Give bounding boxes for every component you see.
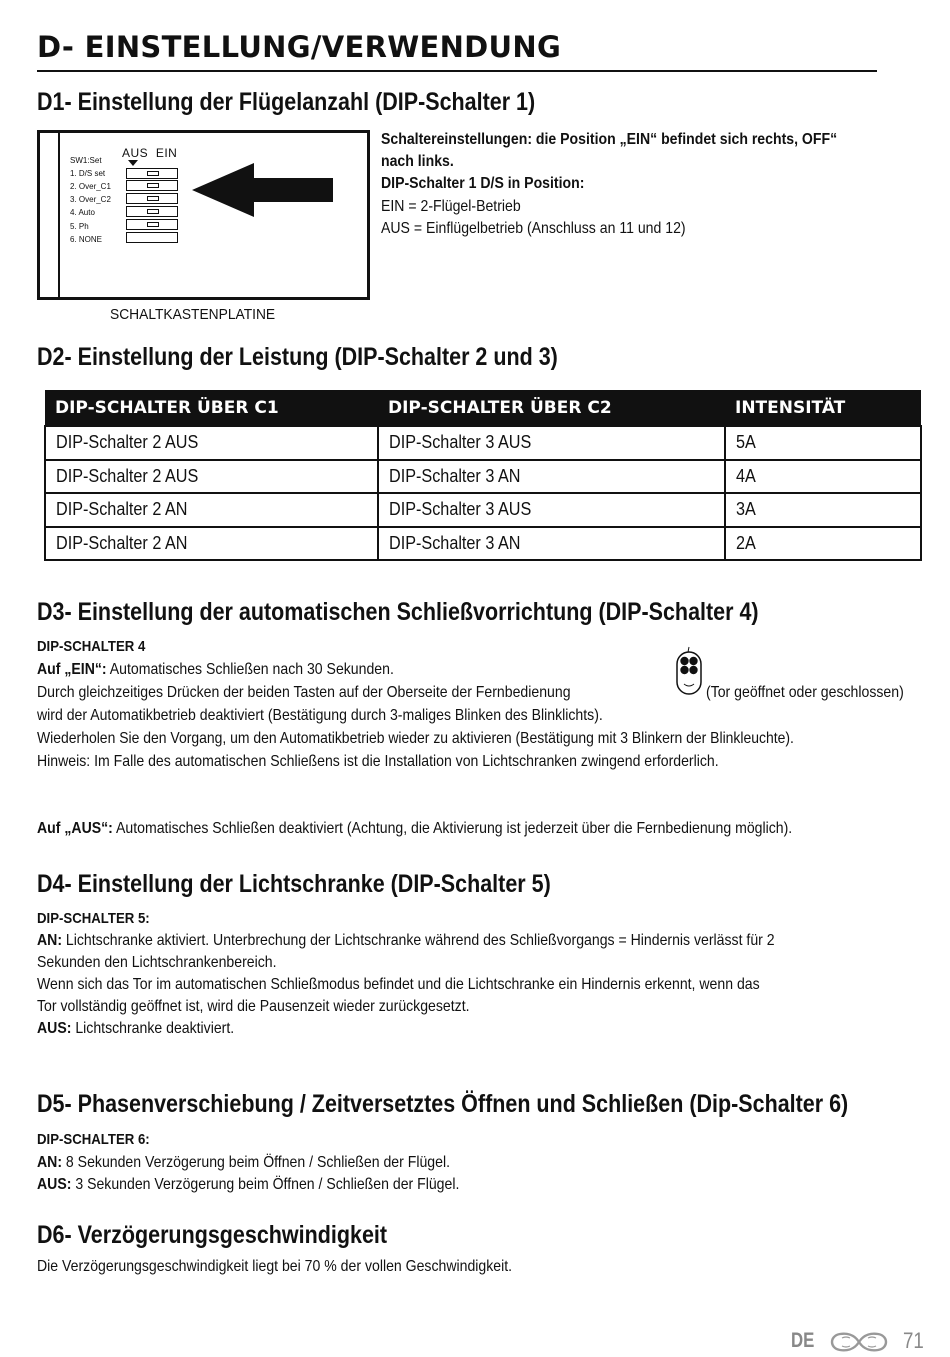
diagram-marker-icon <box>128 160 138 166</box>
infinity-logo-icon <box>830 1331 888 1353</box>
diagram-label-6: 6. NONE <box>70 235 103 244</box>
table-cell: DIP-Schalter 3 AUS <box>378 426 725 460</box>
d3-text-line-3: wird der Automatikbetrieb deaktiviert (Bestätigung durch 3-maliges Blinken des Blinklichts). <box>37 707 603 724</box>
d5-subtitle: DIP-SCHALTER 6: <box>37 1131 150 1148</box>
table-header-c1: DIP-SCHALTER ÜBER C1 <box>45 390 378 426</box>
d4-aus-line: AUS: Lichtschranke deaktiviert. <box>37 1020 235 1037</box>
dip-knob-icon <box>147 209 159 214</box>
dip-knob-icon <box>147 222 159 227</box>
d4-heading: D4- Einstellung der Lichtschranke (DIP-Schalter 5) <box>37 870 551 898</box>
remote-control-icon <box>672 646 706 698</box>
d3-ein-line: Auf „EIN“: Automatisches Schließen nach 30 Sekunden. <box>37 661 394 678</box>
d1-text-line-1: Schaltereinstellungen: die Position „EIN“ befindet sich rechts, OFF“ <box>381 131 838 148</box>
d4-subtitle: DIP-SCHALTER 5: <box>37 910 150 927</box>
table-row <box>45 460 921 494</box>
table-cell: 4A <box>725 460 921 494</box>
d6-text: Die Verzögerungsgeschwindigkeit liegt bei 70 % der vollen Geschwindigkeit. <box>37 1258 513 1275</box>
table-row <box>45 426 921 460</box>
arrow-left-icon <box>192 163 334 217</box>
d4-text-line-4: Tor vollständig geöffnet ist, wird die Pausenzeit wieder zurückgesetzt. <box>37 998 470 1015</box>
page-title: D- EINSTELLUNG/VERWENDUNG <box>37 30 562 64</box>
table-cell: DIP-Schalter 2 AUS <box>45 426 378 460</box>
table-cell: DIP-Schalter 2 AUS <box>45 460 378 494</box>
d5-an-line: AN: 8 Sekunden Verzögerung beim Öffnen / Schließen der Flügel. <box>37 1154 450 1171</box>
dip-knob-icon <box>147 196 159 201</box>
d4-an-line: AN: Lichtschranke aktiviert. Unterbrechung der Lichtschranke während des Schließvorgangs = Hindernis verlässt für 2 <box>37 932 775 949</box>
d1-text-line-5: AUS = Einflügelbetrieb (Anschluss an 11 und 12) <box>381 220 686 237</box>
dip-switch-5 <box>126 219 178 230</box>
page-number: 71 <box>903 1328 924 1353</box>
table-row <box>45 493 921 527</box>
table-cell: 5A <box>725 426 921 460</box>
d3-text-line-4: Wiederholen Sie den Vorgang, um den Automatikbetrieb wieder zu aktivieren (Bestätigung mit 3 Blinkern der Blinkleuchte). <box>37 730 794 747</box>
table-row <box>45 527 921 561</box>
dip-power-table <box>44 390 922 561</box>
d4-text-line-2: Sekunden den Lichtschrankenbereich. <box>37 954 277 971</box>
diagram-label-5: 5. Ph <box>70 222 89 231</box>
table-cell: DIP-Schalter 2 AN <box>45 493 378 527</box>
table-cell: 3A <box>725 493 921 527</box>
diagram-divider <box>58 133 60 297</box>
d3-text-line-5: Hinweis: Im Falle des automatischen Schließens ist die Installation von Lichtschranken zwingend erforderlich. <box>37 753 719 770</box>
d1-text-line-3: DIP-Schalter 1 D/S in Position: <box>381 175 585 192</box>
table-cell: DIP-Schalter 3 AUS <box>378 493 725 527</box>
table-header-intensity: INTENSITÄT <box>725 390 921 426</box>
d3-text-line-2a: Durch gleichzeitiges Drücken der beiden Tasten auf der Oberseite der Fernbedienung <box>37 684 571 701</box>
diagram-label-3: 3. Over_C2 <box>70 195 111 204</box>
title-underline <box>37 70 877 72</box>
d3-heading: D3- Einstellung der automatischen Schließvorrichtung (DIP-Schalter 4) <box>37 598 759 626</box>
dip-switch-3 <box>126 193 178 204</box>
d3-text-line-2b: (Tor geöffnet oder geschlossen) <box>706 684 904 701</box>
d1-text-line-2: nach links. <box>381 153 454 170</box>
table-header-row <box>45 390 921 426</box>
diagram-label-4: 4. Auto <box>70 208 95 217</box>
dip-switch-4 <box>126 206 178 217</box>
d2-heading: D2- Einstellung der Leistung (DIP-Schalter 2 und 3) <box>37 343 558 371</box>
dip-switch-6 <box>126 232 178 243</box>
d3-aus-line: Auf „AUS“: Automatisches Schließen deaktiviert (Achtung, die Aktivierung ist jederzeit über die Fernbedienung möglich). <box>37 820 793 837</box>
diagram-label-1: 1. D/S set <box>70 169 106 178</box>
table-cell: DIP-Schalter 3 AN <box>378 460 725 494</box>
dip-knob-icon <box>147 171 159 176</box>
d5-heading: D5- Phasenverschiebung / Zeitversetztes Öffnen und Schließen (Dip-Schalter 6) <box>37 1090 849 1118</box>
table-cell: DIP-Schalter 3 AN <box>378 527 725 561</box>
dip-knob-icon <box>147 183 159 188</box>
d3-subtitle: DIP-SCHALTER 4 <box>37 638 146 655</box>
table-cell: DIP-Schalter 2 AN <box>45 527 378 561</box>
diagram-aus-ein-label: AUS EIN <box>122 146 178 160</box>
diagram-label-2: 2. Over_C1 <box>70 182 111 191</box>
table-header-c2: DIP-SCHALTER ÜBER C2 <box>378 390 725 426</box>
diagram-caption: SCHALTKASTENPLATINE <box>110 306 276 323</box>
dip-switch-2 <box>126 180 178 191</box>
d4-text-line-3: Wenn sich das Tor im automatischen Schließmodus befindet und die Lichtschranke ein Hindernis erkennt, wenn das <box>37 976 760 993</box>
dip-switch-1 <box>126 168 178 179</box>
d1-text-line-4: EIN = 2-Flügel-Betrieb <box>381 198 521 215</box>
d1-heading: D1- Einstellung der Flügelanzahl (DIP-Schalter 1) <box>37 88 536 116</box>
d5-aus-line: AUS: 3 Sekunden Verzögerung beim Öffnen / Schließen der Flügel. <box>37 1176 460 1193</box>
footer-language: DE <box>791 1329 815 1352</box>
d6-heading: D6- Verzögerungsgeschwindigkeit <box>37 1221 388 1249</box>
table-cell: 2A <box>725 527 921 561</box>
diagram-label-sw1: SW1:Set <box>70 156 102 165</box>
